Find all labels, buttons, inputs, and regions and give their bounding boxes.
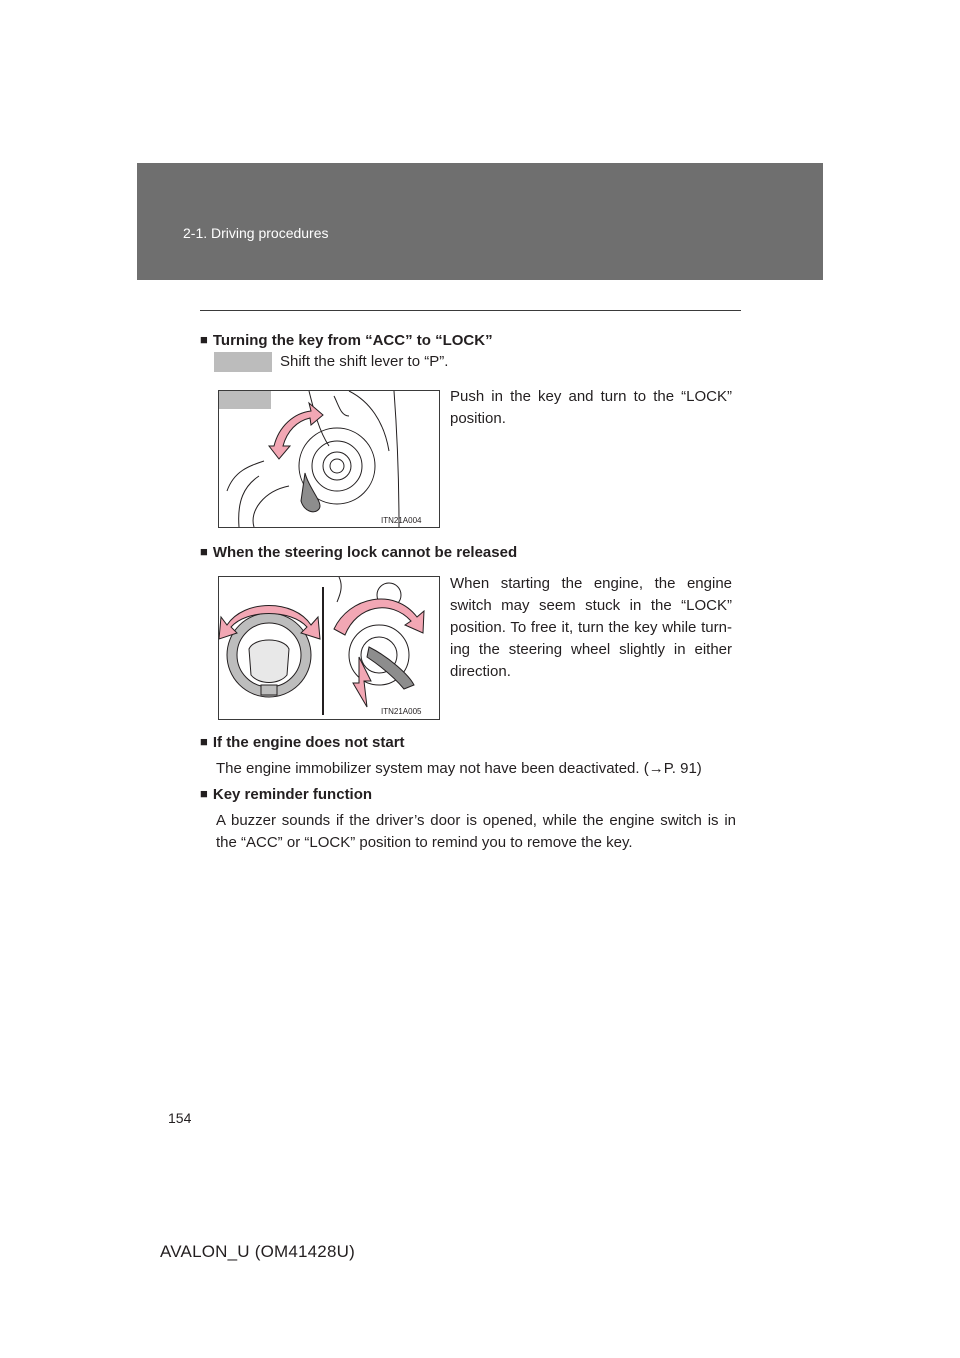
square-bullet-icon: ■ [200, 734, 208, 749]
step-2-text: Push in the key and turn to the “LOCK” position. [450, 388, 732, 427]
step-1-marker [214, 352, 272, 372]
figure-code-2: ITN21A005 [381, 707, 422, 716]
ignition-key-illustration [218, 390, 440, 528]
heading-steering-lock: ■ When the steering lock cannot be released [200, 544, 518, 561]
push-arrow-icon [353, 657, 371, 707]
key-reminder-text: A buzzer sounds if the driver’s door is opened, while the engine switch is in the “ACC” or “LOCK” position to remind you to remove the key. [216, 812, 736, 851]
top-rule [200, 310, 741, 311]
rotation-arrow-icon [334, 599, 424, 635]
engine-no-start-text: The engine immobilizer system may not have been deactivated. (→P. 91) [216, 760, 702, 777]
header-band [137, 163, 823, 280]
arrow-icon: → [648, 760, 664, 777]
square-bullet-icon: ■ [200, 544, 208, 559]
ignition-key-drawing [219, 391, 439, 527]
heading-engine-no-start: ■ If the engine does not start [200, 734, 405, 751]
page-number: 154 [168, 1110, 192, 1126]
heading-turning-key: ■ Turning the key from “ACC” to “LOCK” [200, 332, 493, 349]
figure-code-1: ITN21A004 [381, 516, 422, 525]
steering-wheel-illustration [218, 576, 440, 720]
square-bullet-icon: ■ [200, 786, 208, 801]
section-breadcrumb: 2-1. Driving procedures [183, 225, 329, 241]
step-2-marker [219, 391, 271, 409]
document-code: AVALON_U (OM41428U) [160, 1242, 355, 1261]
rotation-arrow-icon [269, 403, 323, 459]
heading-key-reminder: ■ Key reminder function [200, 786, 373, 803]
step-1-text: Shift the shift lever to “P”. [280, 353, 449, 370]
steering-wheel-drawing [219, 577, 439, 719]
square-bullet-icon: ■ [200, 332, 208, 347]
steering-lock-text: When starting the engine, the engine switch may seem stuck in the “LOCK” position. To free it, turn the key while turn-ing the steering wheel slightly in either direction. [450, 575, 732, 680]
